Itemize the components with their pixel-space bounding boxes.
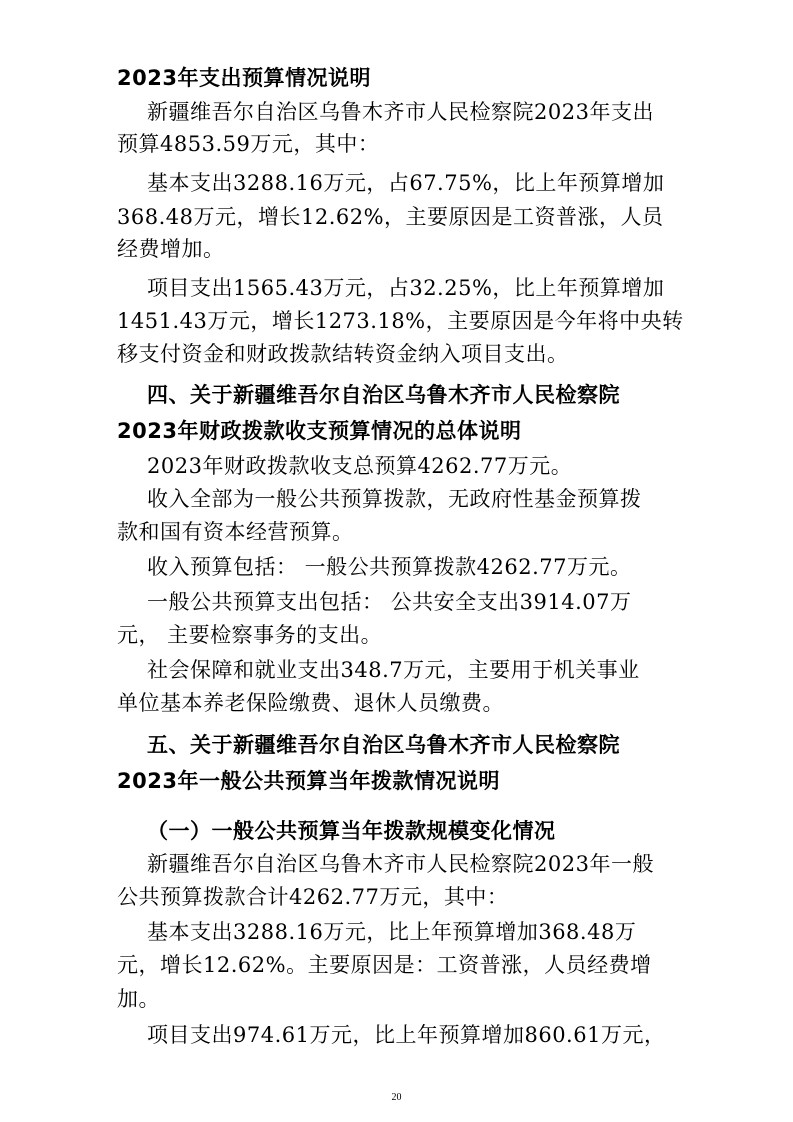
paragraph-income-composition-line2: 款和国有资本经营预算。 xyxy=(117,520,354,544)
paragraph-general-basic-line1: 基本支出3288.16万元，比上年预算增加368.48万 xyxy=(147,920,637,944)
page-number: 20 xyxy=(391,1092,402,1103)
paragraph-total-expenditure-line2: 预算4853.59万元，其中： xyxy=(117,132,380,156)
paragraph-project-expenditure-line3: 移支付资金和财政拨款结转资金纳入项目支出。 xyxy=(117,342,569,366)
paragraph-total-expenditure-line1: 新疆维吾尔自治区乌鲁木齐市人民检察院2023年支出 xyxy=(147,100,654,124)
paragraph-general-project-line1: 项目支出974.61万元，比上年预算增加860.61万元， xyxy=(147,1023,666,1047)
paragraph-basic-expenditure-line3: 经费增加。 xyxy=(117,237,225,261)
heading-section-five-line1: 五、关于新疆维吾尔自治区乌鲁木齐市人民检察院 xyxy=(147,733,620,757)
paragraph-basic-expenditure-line2: 368.48万元，增长12.62%，主要原因是工资普涨，人员 xyxy=(117,205,664,229)
paragraph-social-security-line1: 社会保障和就业支出348.7万元，主要用于机关事业 xyxy=(147,658,640,682)
paragraph-public-expenditure-line2: 元， 主要检察事务的支出。 xyxy=(117,623,383,647)
paragraph-project-expenditure-line1: 项目支出1565.43万元，占32.25%，比上年预算增加 xyxy=(147,276,665,300)
paragraph-basic-expenditure-line1: 基本支出3288.16万元，占67.75%，比上年预算增加 xyxy=(147,171,665,195)
heading-subsection-one: （一）一般公共预算当年拨款规模变化情况 xyxy=(147,819,556,843)
paragraph-general-basic-line3: 加。 xyxy=(117,987,160,1011)
paragraph-general-basic-line2: 元，增长12.62%。主要原因是：工资普涨，人员经费增 xyxy=(117,953,652,977)
paragraph-social-security-line2: 单位基本养老保险缴费、退休人员缴费。 xyxy=(117,691,504,715)
paragraph-fiscal-total: 2023年财政拨款收支总预算4262.77万元。 xyxy=(147,454,573,478)
paragraph-general-budget-line1: 新疆维吾尔自治区乌鲁木齐市人民检察院2023年一般 xyxy=(147,852,654,876)
heading-section-five-line2: 2023年一般公共预算当年拨款情况说明 xyxy=(117,769,500,793)
paragraph-income-composition-line1: 收入全部为一般公共预算拨款，无政府性基金预算拨 xyxy=(147,487,642,511)
paragraph-public-expenditure-line1: 一般公共预算支出包括： 公共安全支出3914.07万 xyxy=(147,590,632,614)
paragraph-general-budget-line2: 公共预算拨款合计4262.77万元，其中： xyxy=(117,885,509,909)
paragraph-income-budget: 收入预算包括： 一般公共预算拨款4262.77万元。 xyxy=(147,555,632,579)
heading-section-four-line1: 四、关于新疆维吾尔自治区乌鲁木齐市人民检察院 xyxy=(147,383,620,407)
heading-section-four-line2: 2023年财政拨款收支预算情况的总体说明 xyxy=(117,419,522,443)
heading-expenditure-budget: 2023年支出预算情况说明 xyxy=(117,66,371,90)
paragraph-project-expenditure-line2: 1451.43万元，增长1273.18%，主要原因是今年将中央转 xyxy=(117,309,684,333)
